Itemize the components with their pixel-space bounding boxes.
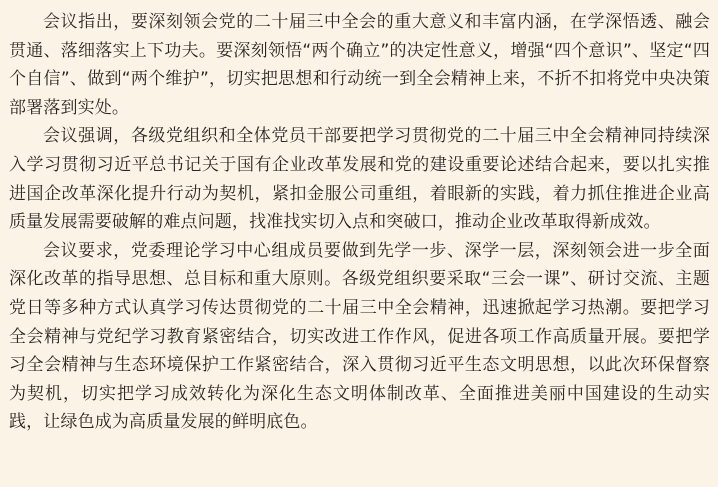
paragraph-meeting-points: 会议指出，要深刻领会党的二十届三中全会的重大意义和丰富内涵，在学深悟透、融会贯通、落细落实上下功夫。要深刻领悟“两个确立”的决定性意义，增强“四个意识”、坚定“四个自信”、做到“两个维护”，切实把思想和行动统一到全会精神上来，不折不扣将党中央决策部署落到实处。 [9, 12, 710, 118]
paragraph-meeting-emphasis: 会议强调，各级党组织和全体党员干部要把学习贯彻党的二十届三中全会精神同持续深入学习贯彻习近平总书记关于国有企业改革发展和党的建设重要论述结合起来，要以扎实推进国企改革深化提升行动为契机，紧扣金服公司重组，着眼新的实践，着力抓住推进企业高质量发展需要破解的难点问题，找准找实切入点和突破口，推动企业改革取得新成效。 [9, 126, 710, 233]
paragraph-meeting-requirements: 会议要求，党委理论学习中心组成员要做到先学一步、深学一层，深刻领会进一步全面深化改革的指导思想、总目标和重大原则。各级党组织要采取“三会一课”、研讨交流、主题党日等多种方式认真学习传达贯彻党的二十届三中全会精神，迅速掀起学习热潮。要把学习全会精神与党纪学习教育紧密结合，切实改进工作作风，促进各项工作高质量开展。要把学习全会精神与生态环境保护工作紧密结合，深入贯彻习近平生态文明思想，以此次环保督察为契机，切实把学习成效转化为深化生态文明体制改革、全面推进美丽中国建设的生动实践，让绿色成为高质量发展的鲜明底色。 [9, 240, 710, 433]
